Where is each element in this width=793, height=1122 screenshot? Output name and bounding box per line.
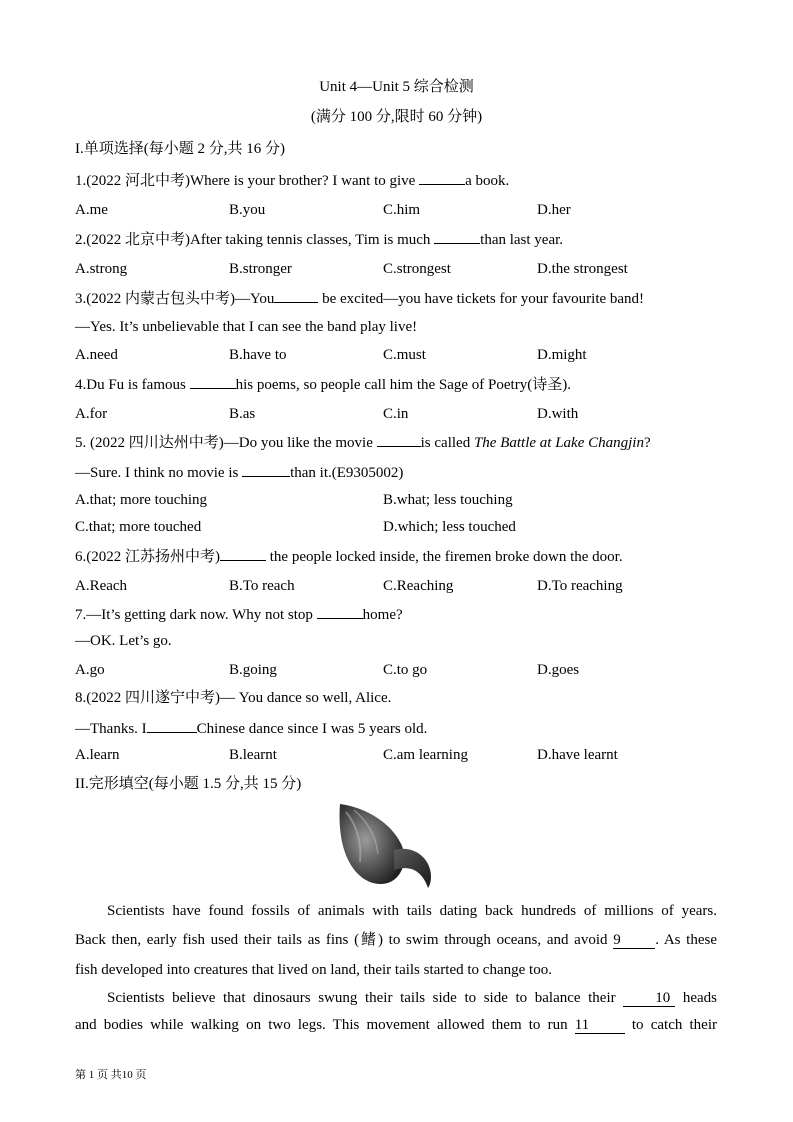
paragraph-2-line-1-a: Scientists believe that dinosaurs swung their tails side to side to balance their [107, 990, 624, 1006]
question-6-stem-b: the people locked inside, the firemen broke down the door. [266, 549, 623, 565]
question-3-line-2: —Yes. It’s unbelievable that I can see the band play live! [75, 319, 418, 335]
question-4-stem-b: his poems, so people call him the Sage of Poetry(诗圣). [235, 377, 571, 393]
question-8-line-2-b: Chinese dance since I was 5 years old. [196, 721, 428, 737]
question-2-option-a: A.strong [75, 261, 128, 277]
question-1-option-b: B.you [229, 202, 266, 218]
question-1-option-d: D.her [537, 202, 571, 218]
question-3-option-d: D.might [537, 347, 587, 363]
answer-blank [274, 288, 318, 303]
question-2-option-d: D.the strongest [537, 261, 628, 277]
question-7-option-c: C.to go [383, 662, 428, 678]
question-4-option-d: D.with [537, 406, 579, 422]
question-1-option-c: C.him [383, 202, 421, 218]
paragraph-2-line-1-b: heads [675, 990, 718, 1006]
question-7-line-2: —OK. Let’s go. [75, 633, 172, 649]
question-5-stem-c: ? [643, 435, 651, 451]
paragraph-2-line-2-a: and bodies while walking on two legs. This movement allowed them to run [75, 1017, 575, 1033]
question-8: 8.(2022 四川遂宁中考)— You dance so well, Alice. [75, 690, 392, 706]
question-5-option-c: C.that; more touched [75, 519, 202, 535]
question-1 [75, 170, 509, 191]
answer-blank [220, 546, 266, 561]
question-5-line-2-a: —Sure. I think no movie is [75, 465, 243, 481]
question-4-option-c: C.in [383, 406, 409, 422]
page-subtitle: (满分 100 分,限时 60 分钟) [310, 109, 483, 125]
question-4-stem-a: 4.Du Fu is famous [75, 377, 190, 393]
question-5-stem-a: 5. (2022 四川达州中考)—Do you like the movie [75, 435, 377, 451]
question-2 [75, 229, 563, 250]
question-8-line-2 [75, 718, 427, 739]
question-2-option-c: C.strongest [383, 261, 451, 277]
question-7-option-d: D.goes [537, 662, 580, 678]
cloze-blank-9: 9 [613, 932, 655, 949]
question-7-option-b: B.going [229, 662, 277, 678]
question-1-stem-a: 1.(2022 河北中考)Where is your brother? I want to give [75, 173, 420, 189]
paragraph-1-line-2 [75, 930, 717, 950]
question-8-option-a: A.learn [75, 747, 120, 763]
question-7-stem-b: home? [362, 607, 403, 623]
question-1-stem-b: a book. [465, 173, 510, 189]
tail-illustration [336, 802, 436, 890]
paragraph-2-line-1 [75, 988, 717, 1008]
question-5-line-2 [75, 462, 403, 483]
cloze-paragraph-1 [75, 901, 717, 980]
question-1-option-a: A.me [75, 202, 108, 218]
question-8-option-d: D.have learnt [537, 747, 618, 763]
paragraph-1-line-2-a: Back then, early fish used their tails as fins (鳍) to swim through oceans, and avoid [75, 932, 614, 948]
question-3-stem-a: 3.(2022 内蒙古包头中考)—You [75, 291, 275, 307]
paragraph-1-line-1: Scientists have found fossils of animals with tails dating back hundreds of millions of years. [107, 903, 717, 919]
question-7 [75, 604, 403, 625]
question-5-option-b: B.what; less touching [383, 492, 513, 508]
paragraph-1-line-2-b: . As these [655, 932, 718, 948]
question-2-stem-a: 2.(2022 北京中考)After taking tennis classes, Tim is much [75, 232, 435, 248]
answer-blank [147, 718, 197, 733]
question-5-option-a: A.that; more touching [75, 492, 208, 508]
question-3-stem-b: be excited—you have tickets for your favourite band! [318, 291, 645, 307]
paragraph-2-line-2 [75, 1015, 717, 1035]
question-6 [75, 546, 623, 567]
question-4-option-a: A.for [75, 406, 108, 422]
question-6-stem-a: 6.(2022 江苏扬州中考) [75, 549, 220, 565]
question-3-option-a: A.need [75, 347, 118, 363]
question-5-line-2-b: than it.(E9305002) [290, 465, 404, 481]
page-title: Unit 4—Unit 5 综合检测 [319, 79, 474, 95]
page-footer: 第 1 页 共10 页 [75, 1069, 147, 1081]
answer-blank [242, 462, 290, 477]
question-8-option-c: C.am learning [383, 747, 468, 763]
answer-blank [434, 229, 480, 244]
cloze-paragraph-2 [75, 988, 717, 1035]
question-4-option-b: B.as [229, 406, 256, 422]
question-7-stem-a: 7.—It’s getting dark now. Why not stop [75, 607, 317, 623]
question-6-option-c: C.Reaching [383, 578, 454, 594]
question-4 [75, 374, 571, 395]
question-5 [75, 432, 651, 453]
section-heading-cloze: II.完形填空(每小题 1.5 分,共 15 分) [75, 776, 302, 792]
answer-blank [377, 432, 421, 447]
question-7-option-a: A.go [75, 662, 105, 678]
answer-blank [190, 374, 236, 389]
question-6-option-d: D.To reaching [537, 578, 623, 594]
question-2-option-b: B.stronger [229, 261, 292, 277]
cloze-blank-10: 10 [623, 990, 675, 1007]
question-3 [75, 288, 644, 309]
answer-blank [419, 170, 465, 185]
paragraph-2-line-2-b: to catch their [624, 1017, 717, 1033]
cloze-blank-11: 11 [575, 1017, 625, 1034]
question-3-option-b: B.have to [229, 347, 287, 363]
question-6-option-b: B.To reach [229, 578, 295, 594]
question-8-option-b: B.learnt [229, 747, 277, 763]
answer-blank [317, 604, 363, 619]
question-3-option-c: C.must [383, 347, 426, 363]
section-heading-single-choice: I.单项选择(每小题 2 分,共 16 分) [75, 141, 285, 157]
movie-title: The Battle at Lake Changjin [473, 435, 644, 451]
question-5-option-d: D.which; less touched [383, 519, 516, 535]
question-6-option-a: A.Reach [75, 578, 128, 594]
question-5-stem-b: is called [420, 435, 474, 451]
paragraph-1-line-3: fish developed into creatures that lived on land, their tails started to change too. [75, 962, 552, 978]
question-8-line-2-a: —Thanks. I [75, 721, 147, 737]
question-2-stem-b: than last year. [480, 232, 564, 248]
